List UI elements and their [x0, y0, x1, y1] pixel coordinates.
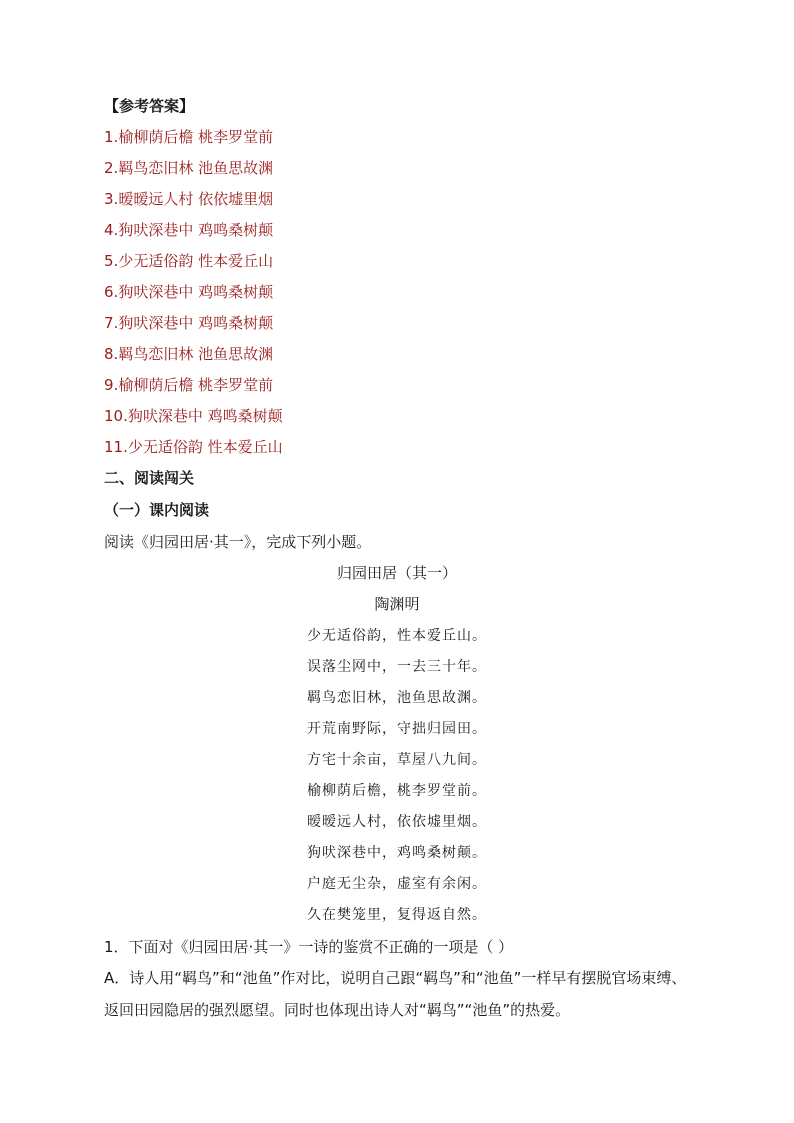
answer-text: 暧暧远人村 依依墟里烟: [118, 190, 274, 208]
answer-number: 6.: [104, 283, 119, 301]
answer-number: 8.: [104, 345, 119, 363]
answer-item: [104, 344, 273, 364]
poem-line: 榆柳荫后檐，桃李罗堂前。: [307, 783, 487, 799]
answer-text: 榆柳荫后檐 桃李罗堂前: [118, 376, 274, 394]
answer-item: [104, 158, 273, 178]
reading-instruction: 阅读《归园田居·其一》，完成下列小题。: [104, 533, 372, 551]
answer-text: 狗吠深巷中 鸡鸣桑树颠: [118, 283, 274, 301]
answer-number: 1.: [104, 128, 119, 146]
answer-item: [104, 220, 273, 240]
section-heading: 二、阅读闯关: [104, 469, 195, 487]
poem-author: 陶渊明: [374, 595, 420, 613]
answer-text: 狗吠深巷中 鸡鸣桑树颠: [118, 221, 274, 239]
poem-line: 久在樊笼里，复得返自然。: [307, 907, 487, 923]
answer-number: 9.: [104, 376, 119, 394]
poem-title: 归园田居（其一）: [336, 564, 457, 582]
answer-number: 5.: [104, 252, 119, 270]
poem-line: 少无适俗韵，性本爱丘山。: [307, 628, 487, 644]
answer-item: [104, 313, 273, 333]
answer-number: 4.: [104, 221, 119, 239]
poem-line: 误落尘网中，一去三十年。: [307, 659, 487, 675]
answer-number: 3.: [104, 190, 119, 208]
answer-text: 狗吠深巷中 鸡鸣桑树颠: [118, 314, 274, 332]
option-a-line-1: A．诗人用“羁鸟”和“池鱼”作对比，说明自己跟“羁鸟”和“池鱼”一样早有摆脱官场束缚、: [104, 969, 687, 987]
poem-line: 开荒南野际，守拙归园田。: [307, 721, 487, 737]
poem-line: 狗吠深巷中，鸡鸣桑树颠。: [307, 845, 487, 861]
poem-line: 户庭无尘杂，虚室有余闲。: [307, 876, 487, 892]
answer-text: 少无适俗韵 性本爱丘山: [118, 252, 274, 270]
answer-text: 狗吠深巷中 鸡鸣桑树颠: [127, 407, 283, 425]
answer-item: [104, 375, 273, 395]
answer-text: 榆柳荫后檐 桃李罗堂前: [118, 128, 274, 146]
poem-line: 暧暧远人村，依依墟里烟。: [307, 814, 487, 830]
answer-item: [104, 406, 283, 426]
answer-item: [104, 189, 273, 209]
answer-text: 羁鸟恋旧林 池鱼思故渊: [118, 159, 274, 177]
answer-number: 7.: [104, 314, 119, 332]
answer-number: 2.: [104, 159, 119, 177]
poem-line: 方宅十余亩，草屋八九间。: [307, 752, 487, 768]
answers-heading: 【参考答案】: [104, 97, 195, 115]
answer-number: 10.: [104, 407, 128, 425]
poem-line: 羁鸟恋旧林，池鱼思故渊。: [307, 690, 487, 706]
answer-text: 少无适俗韵 性本爱丘山: [127, 438, 283, 456]
question-stem: 1．下面对《归园田居·其一》一诗的鉴赏不正确的一项是（ ）: [104, 938, 514, 956]
answer-item: [104, 127, 273, 147]
answer-item: [104, 251, 273, 271]
answer-item: [104, 282, 273, 302]
answer-text: 羁鸟恋旧林 池鱼思故渊: [118, 345, 274, 363]
answer-item: [104, 437, 283, 457]
option-a-line-2: 返回田园隐居的强烈愿望。同时也体现出诗人对“羁鸟”“池鱼”的热爱。: [104, 1001, 571, 1019]
answer-number: 11.: [104, 438, 128, 456]
subsection-heading: （一）课内阅读: [104, 501, 210, 519]
